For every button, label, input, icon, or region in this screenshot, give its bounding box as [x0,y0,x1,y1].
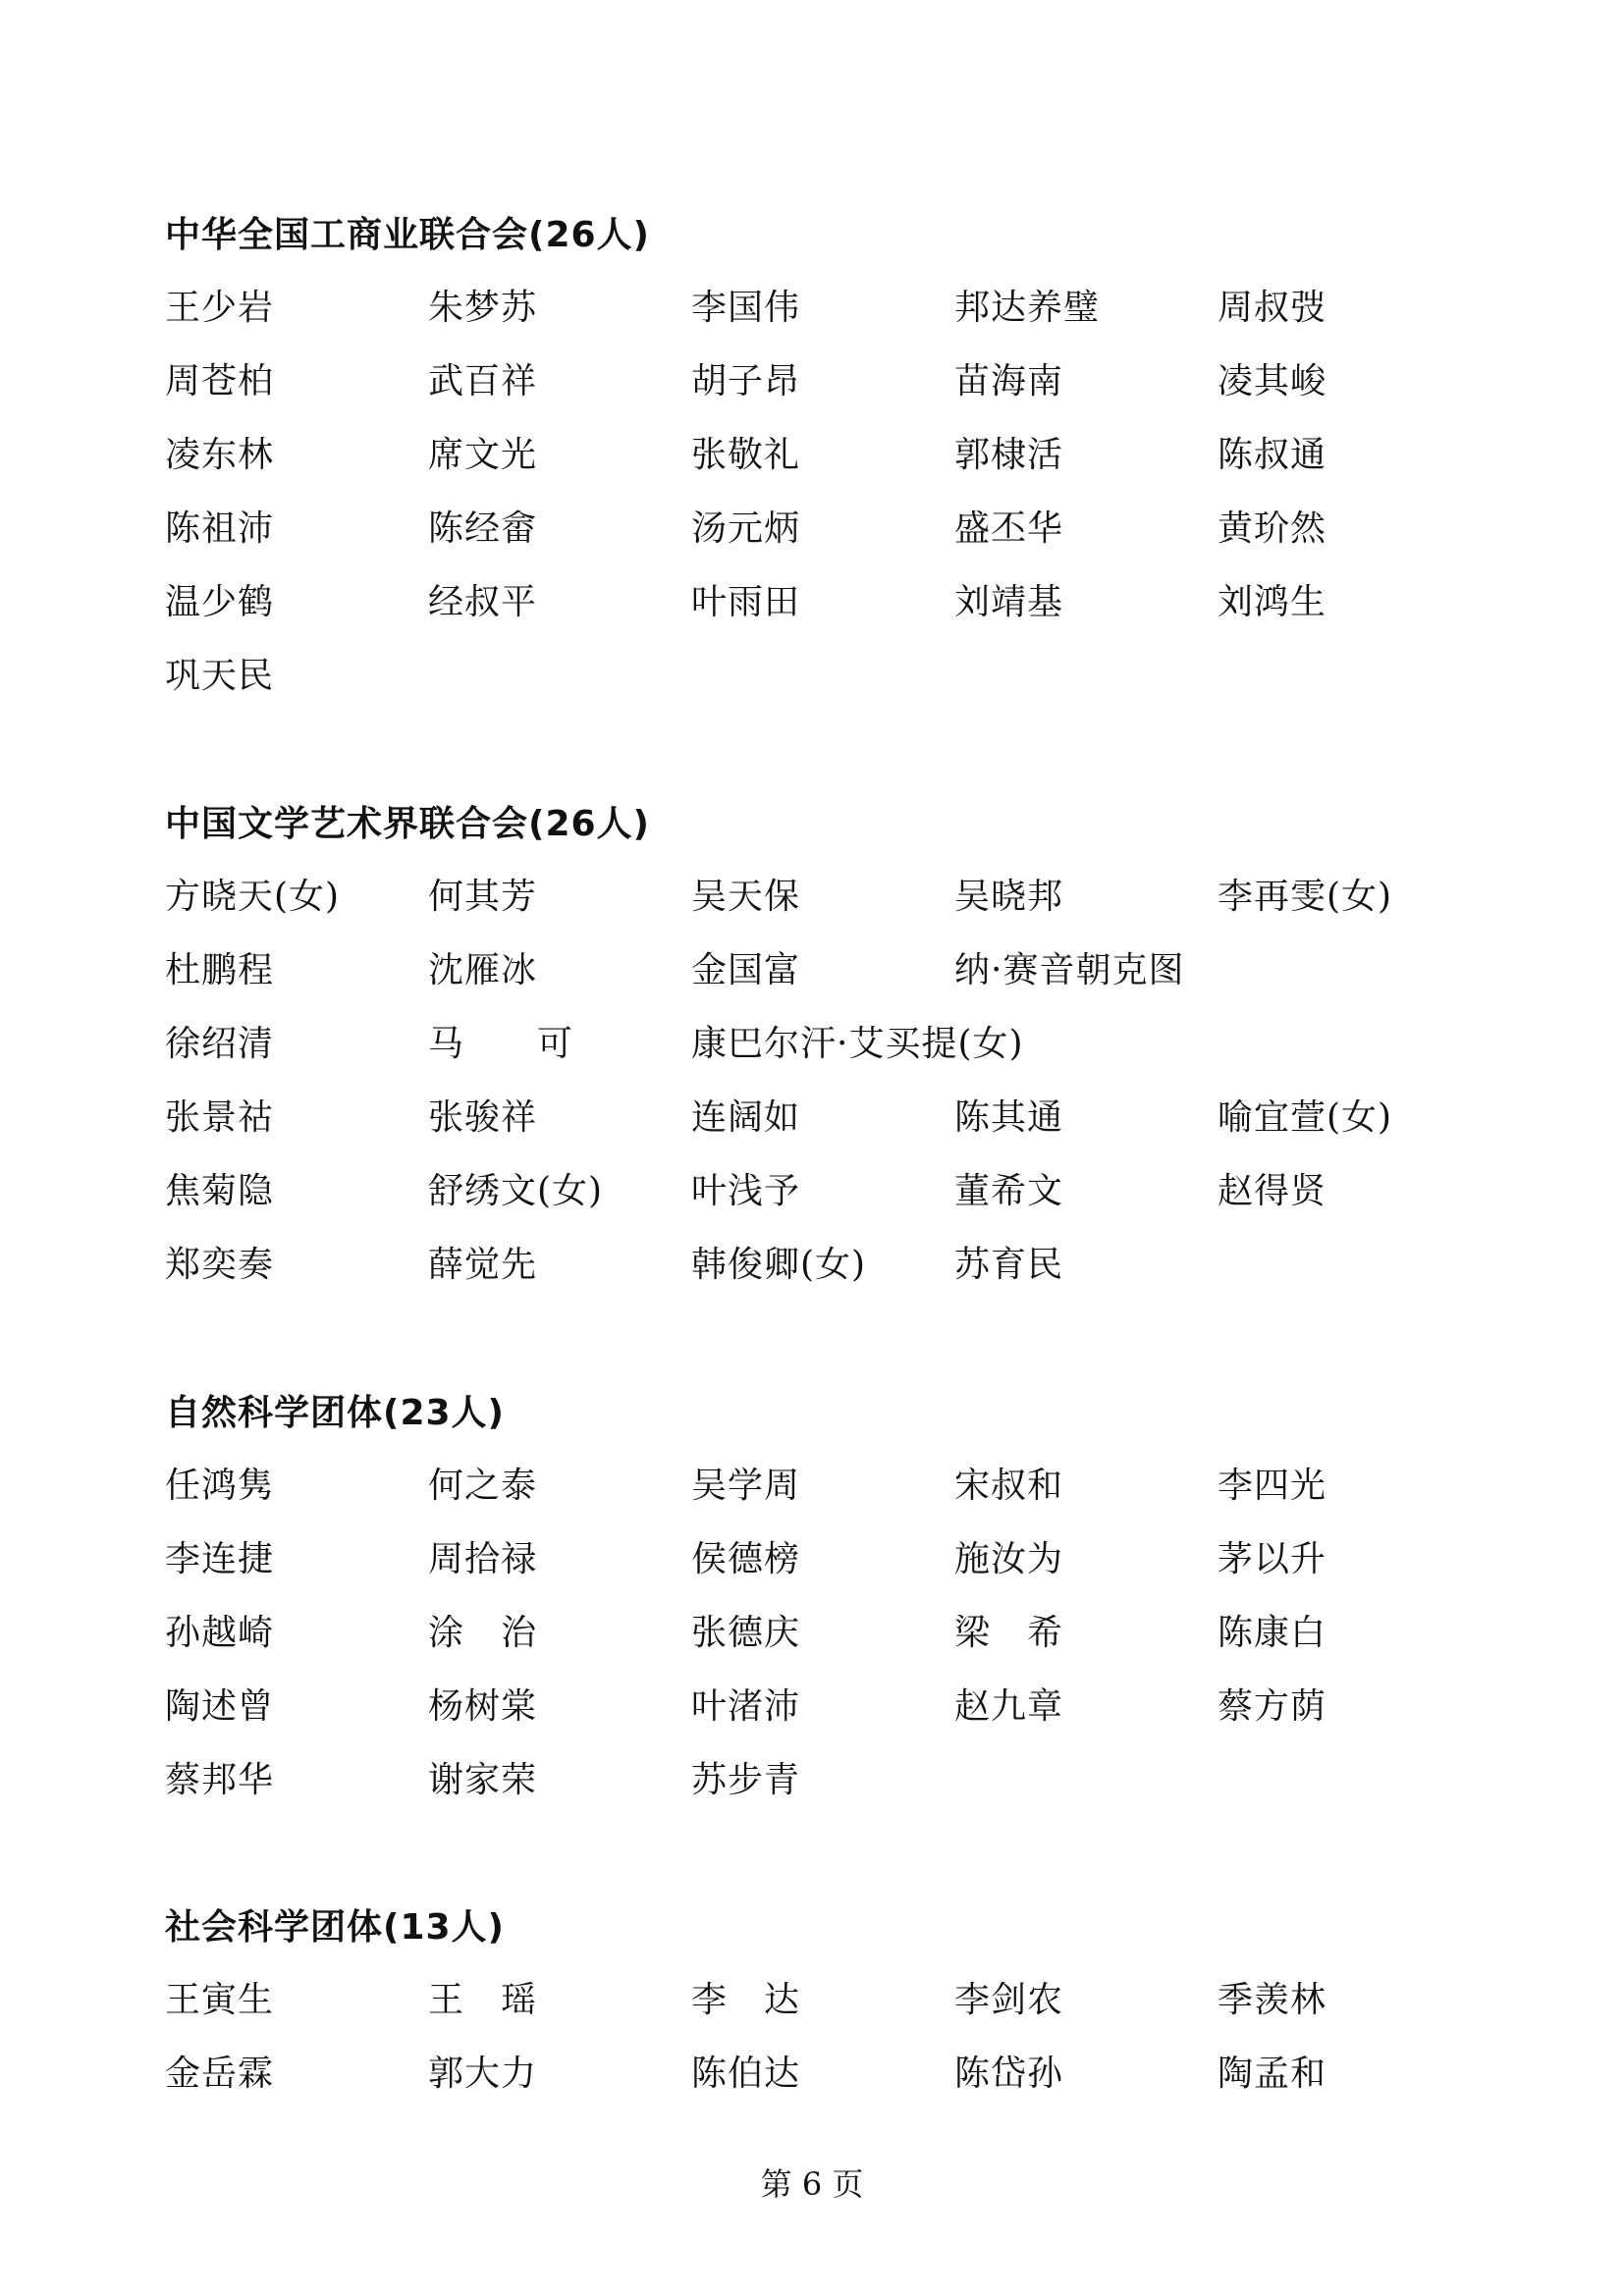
member-name: 陈经畲 [428,508,538,549]
member-name: 胡子昂 [691,361,801,401]
member-name: 茅以升 [1218,1539,1327,1579]
member-name: 苗海南 [954,361,1064,401]
member-name: 焦菊隐 [165,1171,275,1211]
section-social-science-groups [165,1906,1471,2126]
member-name: 金国富 [691,950,801,990]
name-grid [165,1465,1471,1833]
member-name: 徐绍清 [165,1024,275,1064]
member-name: 杨树棠 [428,1686,538,1727]
member-name: 经叔平 [428,582,538,622]
member-name: 何之泰 [428,1466,538,1506]
member-name: 陶述曾 [165,1686,275,1727]
member-name: 何其芳 [428,877,538,917]
member-name: 连阔如 [691,1097,801,1138]
member-name: 纳·赛音朝克图 [954,950,1185,990]
member-name: 叶浅予 [691,1171,801,1211]
member-name: 季羡林 [1218,1980,1327,2020]
member-name: 赵九章 [954,1686,1064,1727]
member-name: 李 达 [691,1980,801,2020]
member-name: 蔡方荫 [1218,1686,1327,1727]
member-name: 汤元炳 [691,508,801,549]
member-name: 李四光 [1218,1466,1327,1506]
member-name: 郭大力 [428,2054,538,2094]
member-name: 朱梦苏 [428,288,538,328]
member-name: 涂 治 [428,1613,538,1653]
member-name: 方晓天(女) [165,877,341,917]
member-name: 马 可 [428,1024,574,1064]
member-name: 李再雯(女) [1218,877,1393,917]
member-name: 任鸿隽 [165,1466,275,1506]
member-name: 韩俊卿(女) [691,1245,867,1285]
name-grid [165,1979,1471,2126]
member-name: 陈伯达 [691,2054,801,2094]
member-name: 舒绣文(女) [428,1171,604,1211]
member-name: 蔡邦华 [165,1760,275,1800]
section-title: 中华全国工商业联合会(26人) [165,215,651,255]
member-name: 张骏祥 [428,1097,538,1138]
member-name: 王少岩 [165,288,275,328]
member-name: 谢家荣 [428,1760,538,1800]
member-name: 苏育民 [954,1245,1064,1285]
member-name: 周叔弢 [1218,288,1327,328]
member-name: 盛丕华 [954,508,1064,549]
member-name: 叶渚沛 [691,1686,801,1727]
member-name: 席文光 [428,435,538,475]
member-name: 周拾禄 [428,1539,538,1579]
member-name: 赵得贤 [1218,1171,1327,1211]
member-name: 凌东林 [165,435,275,475]
member-name: 巩天民 [165,656,275,696]
member-name: 陈叔通 [1218,435,1327,475]
member-name: 黄玠然 [1218,508,1327,549]
member-name: 施汝为 [954,1539,1064,1579]
member-name: 陈岱孙 [954,2054,1064,2094]
member-name: 杜鹏程 [165,950,275,990]
section-title: 中国文学艺术界联合会(26人) [165,804,651,844]
member-name: 吴晓邦 [954,877,1064,917]
member-name: 温少鹤 [165,582,275,622]
member-name: 张景祜 [165,1097,275,1138]
member-name: 李连捷 [165,1539,275,1579]
member-name: 邦达养璧 [954,288,1101,328]
member-name: 吴学周 [691,1466,801,1506]
member-name: 孙越崎 [165,1613,275,1653]
member-name: 凌其峻 [1218,361,1327,401]
member-name: 张敬礼 [691,435,801,475]
member-name: 郭棣活 [954,435,1064,475]
member-name: 李国伟 [691,288,801,328]
section-natural-science-groups [165,1392,1471,1833]
name-grid [165,287,1471,728]
member-name: 叶雨田 [691,582,801,622]
member-name: 康巴尔汗·艾买提(女) [691,1024,1024,1064]
member-name: 董希文 [954,1171,1064,1211]
member-name: 喻宜萱(女) [1218,1097,1393,1138]
member-name: 武百祥 [428,361,538,401]
member-name: 张德庆 [691,1613,801,1653]
section-title: 社会科学团体(13人) [165,1907,506,1948]
member-name: 刘靖基 [954,582,1064,622]
member-name: 陈康白 [1218,1613,1327,1653]
member-name: 郑奕奏 [165,1245,275,1285]
member-name: 王寅生 [165,1980,275,2020]
section-title: 自然科学团体(23人) [165,1393,506,1433]
page-number: 第 6 页 [760,2165,864,2203]
member-name: 宋叔和 [954,1466,1064,1506]
member-name: 侯德榜 [691,1539,801,1579]
section-literature-art-federation [165,803,1471,1317]
section-federation-of-industry-commerce [165,214,1471,728]
member-name: 吴天保 [691,877,801,917]
member-name: 梁 希 [954,1613,1064,1653]
member-name: 陶孟和 [1218,2054,1327,2094]
member-name: 李剑农 [954,1980,1064,2020]
member-name: 沈雁冰 [428,950,538,990]
member-name: 薛觉先 [428,1245,538,1285]
member-name: 苏步青 [691,1760,801,1800]
member-name: 王 瑶 [428,1980,538,2020]
member-name: 刘鸿生 [1218,582,1327,622]
name-grid [165,876,1471,1317]
member-name: 陈祖沛 [165,508,275,549]
member-name: 金岳霖 [165,2054,275,2094]
member-name: 陈其通 [954,1097,1064,1138]
member-name: 周苍柏 [165,361,275,401]
